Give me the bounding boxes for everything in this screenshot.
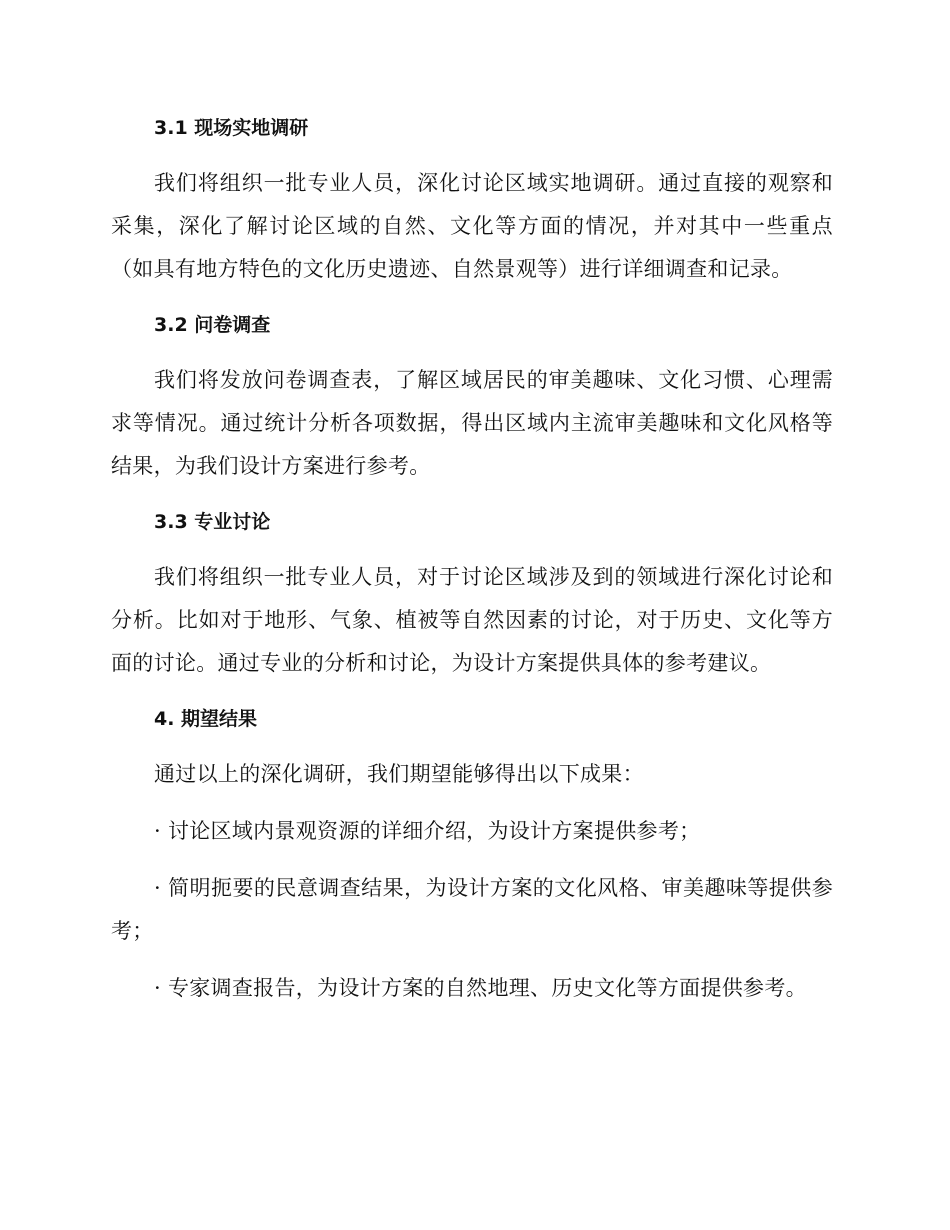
result-bullet-item: · 讨论区域内景观资源的详细介绍，为设计方案提供参考； xyxy=(154,819,701,843)
section-paragraph-3-1: 我们将组织一批专业人员，深化讨论区域实地调研。通过直接的观察和采集，深化了解讨论区域的自然、文化等方面的情况，并对其中一些重点（如具有地方特色的文化历史遗迹、自然景观等）进行详细调查和记录。 xyxy=(111,171,833,281)
result-bullet-item: · 简明扼要的民意调查结果，为设计方案的文化风格、审美趣味等提供参考； xyxy=(111,876,833,943)
section-paragraph-4: 通过以上的深化调研，我们期望能够得出以下成果： xyxy=(154,762,644,786)
section-heading-4: 4. 期望结果 xyxy=(154,708,258,730)
section-paragraph-3-3: 我们将组织一批专业人员，对于讨论区域涉及到的领域进行深化讨论和分析。比如对于地形、气象、植被等自然因素的讨论，对于历史、文化等方面的讨论。通过专业的分析和讨论，为设计方案提供具体的参考建议。 xyxy=(111,565,833,675)
result-bullet-item: · 专家调查报告，为设计方案的自然地理、历史文化等方面提供参考。 xyxy=(154,976,807,1000)
section-heading-3-1: 3.1 现场实地调研 xyxy=(154,117,309,139)
section-heading-3-3: 3.3 专业讨论 xyxy=(154,511,271,533)
section-paragraph-3-2: 我们将发放问卷调查表，了解区域居民的审美趣味、文化习惯、心理需求等情况。通过统计分析各项数据，得出区域内主流审美趣味和文化风格等结果，为我们设计方案进行参考。 xyxy=(111,368,833,478)
section-heading-3-2: 3.2 问卷调查 xyxy=(154,314,271,336)
document-body xyxy=(111,108,833,1024)
